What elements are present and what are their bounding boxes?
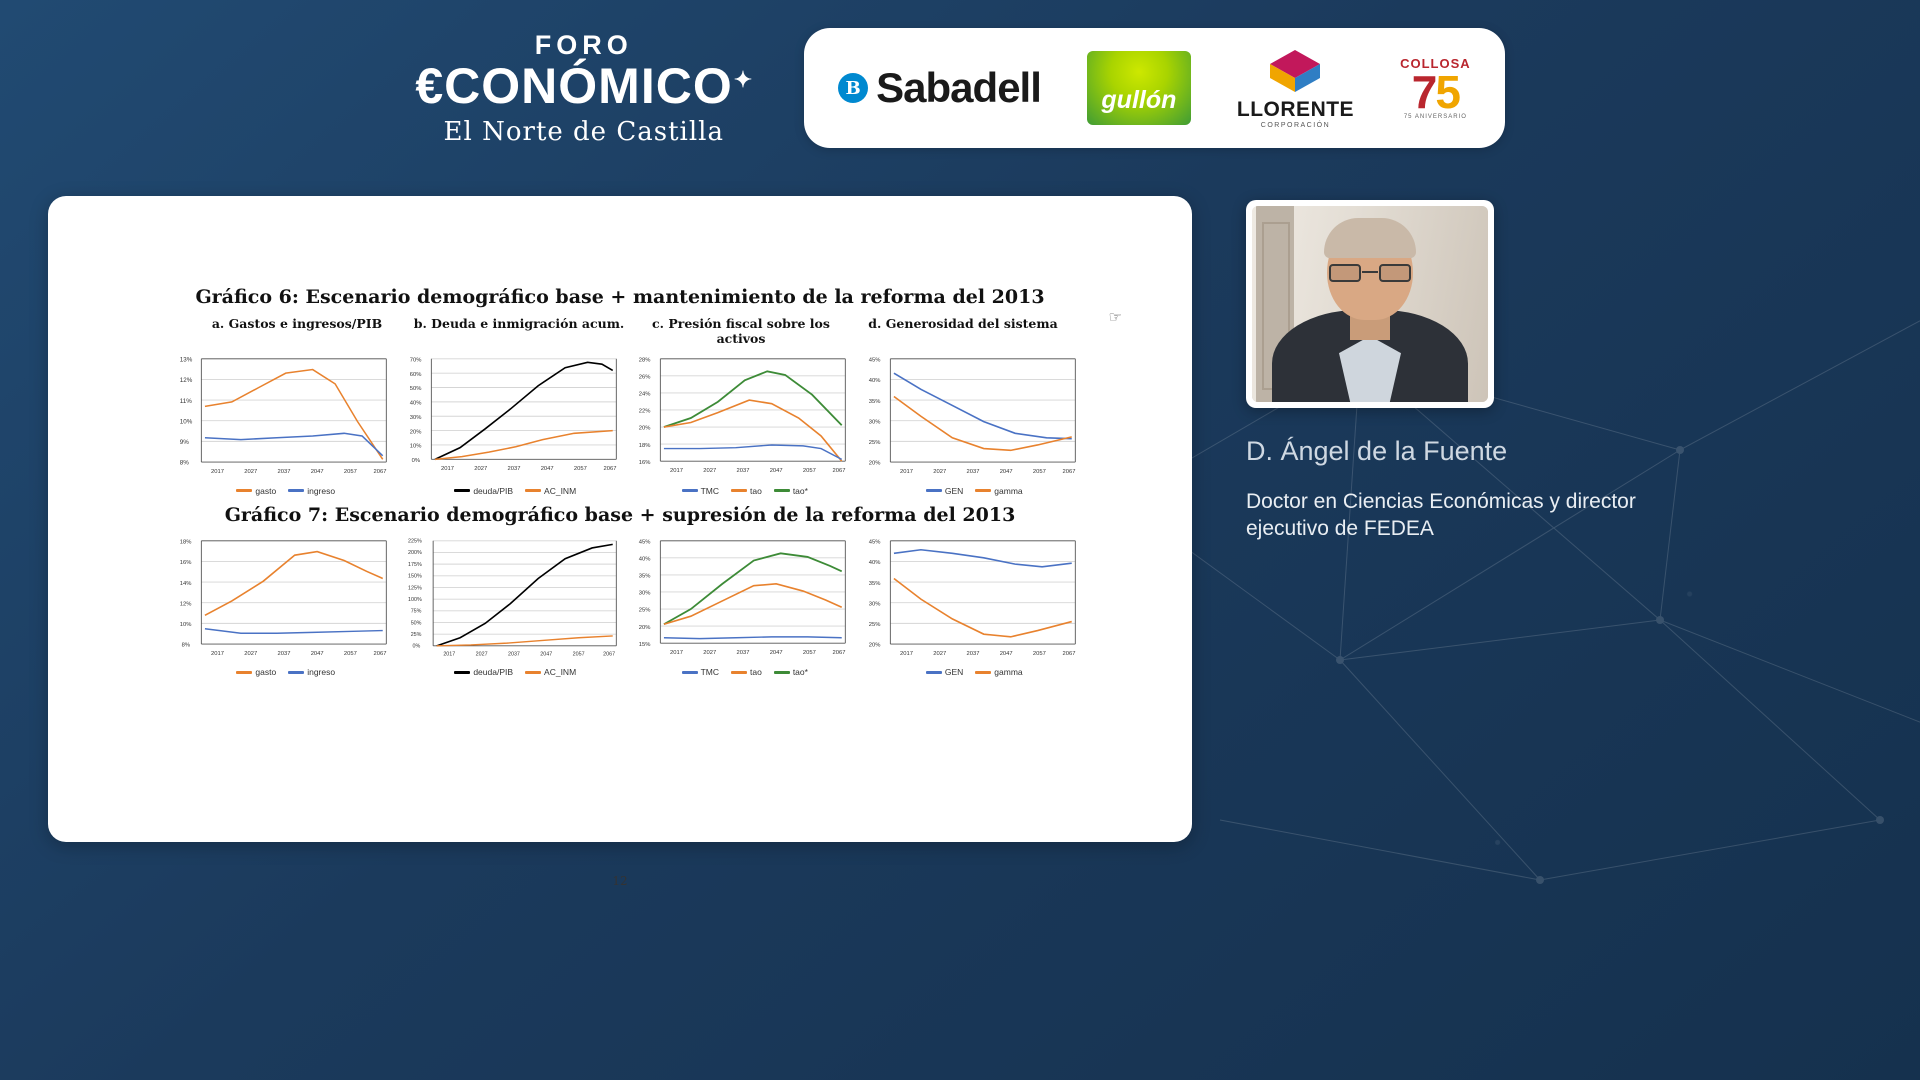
panel-title-b1: b. Deuda e inmigración acum. (413, 316, 625, 331)
gullon-label: gullón (1101, 86, 1177, 114)
svg-text:15%: 15% (638, 641, 651, 648)
speaker-role: Doctor en Ciencias Económicas y director ejecutivo de FEDEA (1246, 490, 1636, 541)
legend-item (926, 667, 963, 677)
legend-item (975, 486, 1022, 496)
glasses-icon (1329, 264, 1411, 284)
svg-text:75%: 75% (410, 608, 421, 615)
sponsor-bar (804, 28, 1504, 148)
svg-text:8%: 8% (179, 459, 189, 467)
legend-item (682, 667, 719, 677)
legend-item (731, 486, 762, 496)
svg-text:2047: 2047 (769, 467, 783, 474)
svg-text:2057: 2057 (343, 650, 357, 657)
collosa-digit-7: 7 (1411, 65, 1436, 118)
llorente-sublabel: CORPORACIÓN (1260, 121, 1331, 129)
svg-text:20%: 20% (638, 425, 651, 432)
svg-text:40%: 40% (409, 400, 421, 407)
svg-text:30%: 30% (638, 590, 651, 597)
svg-text:2047: 2047 (540, 466, 554, 473)
svg-text:0%: 0% (411, 458, 420, 465)
svg-text:2037: 2037 (736, 467, 750, 474)
svg-text:200%: 200% (407, 549, 422, 556)
chart-g6-c-plot (637, 348, 853, 483)
foro-logo-line2 (415, 57, 754, 114)
svg-text:24%: 24% (638, 391, 651, 398)
collosa-digit-5: 5 (1435, 65, 1459, 118)
legend-label: TMC (700, 485, 719, 496)
svg-text:2037: 2037 (507, 651, 520, 658)
legend-label: GEN (944, 485, 964, 496)
legend-label: deuda/PIB (473, 485, 514, 496)
chart-g6-c-legend (637, 486, 853, 496)
svg-text:28%: 28% (638, 357, 651, 364)
svg-text:2067: 2067 (1062, 468, 1076, 475)
legend-label: gasto (255, 667, 277, 678)
svg-text:2047: 2047 (999, 468, 1013, 475)
svg-text:12%: 12% (179, 601, 192, 608)
svg-text:30%: 30% (868, 419, 880, 426)
chart-g7-d-legend (867, 667, 1083, 677)
legend-label: ingreso (307, 667, 336, 678)
svg-text:2037: 2037 (277, 650, 291, 657)
legend-item (926, 486, 963, 496)
svg-text:10%: 10% (179, 418, 193, 426)
svg-text:2027: 2027 (473, 466, 487, 473)
header-logos (0, 28, 1920, 148)
svg-text:2057: 2057 (572, 651, 585, 658)
svg-text:2037: 2037 (277, 468, 291, 475)
svg-text:2017: 2017 (211, 468, 224, 475)
svg-text:20%: 20% (868, 642, 880, 649)
svg-text:150%: 150% (407, 573, 422, 580)
chart-g6-d-plot (867, 348, 1083, 483)
charts-row-grafico-7 (66, 530, 1174, 678)
svg-text:50%: 50% (410, 619, 421, 626)
legend-item (454, 486, 513, 496)
svg-text:8%: 8% (181, 642, 191, 649)
svg-text:35%: 35% (868, 398, 880, 405)
svg-text:35%: 35% (868, 580, 880, 587)
svg-text:25%: 25% (638, 607, 651, 614)
sponsor-sabadell (838, 64, 1041, 112)
svg-text:30%: 30% (409, 414, 421, 421)
sponsor-collosa (1400, 56, 1471, 121)
chart-g6-a-plot (178, 348, 394, 483)
svg-text:2017: 2017 (211, 650, 224, 657)
chart-g7-b-legend (408, 667, 624, 677)
svg-text:2057: 2057 (343, 468, 357, 475)
svg-text:2067: 2067 (373, 468, 387, 475)
svg-text:2067: 2067 (373, 650, 387, 657)
svg-text:2067: 2067 (832, 467, 846, 474)
svg-text:20%: 20% (868, 460, 880, 467)
foro-logo-line3: El Norte de Castilla (443, 116, 724, 147)
svg-text:25%: 25% (868, 440, 880, 447)
hand-cursor-icon: ☞ (1108, 309, 1122, 326)
legend-label: ingreso (307, 485, 336, 496)
svg-text:2027: 2027 (244, 468, 258, 475)
svg-text:22%: 22% (638, 408, 651, 415)
chart-g7-b (408, 530, 624, 678)
svg-text:9%: 9% (179, 439, 189, 447)
svg-text:2057: 2057 (1032, 650, 1046, 657)
svg-text:45%: 45% (868, 539, 880, 546)
chart-g7-b-plot (408, 530, 624, 665)
legend-label: AC_INM (544, 485, 577, 496)
legend-item (236, 486, 276, 496)
svg-text:2067: 2067 (602, 651, 615, 658)
svg-text:40%: 40% (638, 556, 651, 563)
chart-g6-c (637, 348, 853, 496)
svg-text:20%: 20% (638, 624, 651, 631)
legend-item (288, 486, 335, 496)
svg-text:2057: 2057 (573, 466, 587, 473)
svg-text:2027: 2027 (932, 650, 946, 657)
chart-g6-b-plot (408, 348, 624, 483)
sabadell-label: Sabadell (876, 64, 1041, 111)
legend-item (236, 667, 276, 677)
chart-g6-b (408, 348, 624, 496)
chart-g6-a (178, 348, 394, 496)
chart-g7-c-legend (637, 667, 853, 677)
svg-text:2027: 2027 (703, 467, 717, 474)
chart-g6-a-legend (178, 486, 394, 496)
svg-text:2017: 2017 (442, 651, 455, 658)
legend-label: tao* (792, 485, 808, 496)
svg-text:2067: 2067 (832, 649, 846, 656)
svg-text:30%: 30% (868, 601, 880, 608)
legend-label: gasto (255, 485, 277, 496)
svg-text:14%: 14% (179, 580, 192, 587)
chart-g7-d (867, 530, 1083, 678)
speaker-video-tile[interactable] (1246, 200, 1494, 408)
svg-text:35%: 35% (638, 573, 651, 580)
foro-logo-line2-text: €CONÓMICO (415, 57, 733, 114)
slide-page-number: 12 (612, 874, 628, 888)
chart-g7-a (178, 530, 394, 678)
svg-text:2037: 2037 (736, 649, 750, 656)
svg-text:2027: 2027 (932, 468, 946, 475)
svg-text:2067: 2067 (603, 466, 617, 473)
svg-text:225%: 225% (407, 538, 422, 545)
legend-item (288, 667, 335, 677)
legend-label: TMC (700, 667, 719, 678)
chart-g7-a-plot (178, 530, 394, 665)
svg-text:2047: 2047 (310, 650, 324, 657)
svg-text:100%: 100% (407, 596, 422, 603)
svg-text:2037: 2037 (506, 466, 520, 473)
star-icon: ✦ (733, 66, 754, 92)
svg-text:70%: 70% (409, 357, 421, 364)
panel-title-d1: d. Generosidad del sistema (868, 316, 1058, 331)
legend-label: deuda/PIB (473, 667, 514, 678)
panel-titles-row-1 (66, 316, 1174, 346)
svg-text:10%: 10% (409, 443, 421, 450)
legend-item (682, 486, 719, 496)
legend-item (774, 486, 808, 496)
chart-g6-d-legend (867, 486, 1083, 496)
sabadell-badge-icon: B (838, 73, 868, 103)
svg-text:25%: 25% (868, 621, 880, 628)
svg-text:2057: 2057 (1032, 468, 1046, 475)
legend-item (975, 667, 1022, 677)
svg-text:45%: 45% (868, 357, 880, 364)
chart-g6-b-legend (408, 486, 624, 496)
svg-text:2017: 2017 (899, 468, 913, 475)
legend-label: GEN (944, 667, 964, 678)
svg-text:2047: 2047 (539, 651, 552, 658)
svg-text:2057: 2057 (802, 467, 816, 474)
panel-title-c1: c. Presión fiscal sobre los activos (652, 316, 830, 346)
slide-title-grafico-7: Gráfico 7: Escenario demográfico base + supresión de la reforma del 2013 (224, 503, 1016, 526)
speaker-name: D. Ángel de la Fuente (1246, 436, 1508, 466)
svg-text:40%: 40% (868, 559, 880, 566)
sponsor-gullon (1087, 51, 1191, 125)
svg-text:45%: 45% (638, 539, 651, 546)
collosa-sublabel: 75 ANIVERSARIO (1403, 114, 1467, 121)
legend-item (731, 667, 762, 677)
svg-text:25%: 25% (410, 631, 421, 638)
svg-text:13%: 13% (179, 356, 193, 364)
svg-text:2017: 2017 (899, 650, 913, 657)
svg-text:2047: 2047 (310, 468, 324, 475)
svg-text:2027: 2027 (244, 650, 258, 657)
presentation-slide[interactable] (48, 196, 1192, 888)
svg-text:2017: 2017 (670, 649, 683, 656)
svg-text:26%: 26% (638, 374, 651, 381)
chart-g7-a-legend (178, 667, 394, 677)
svg-text:18%: 18% (179, 539, 192, 546)
legend-label: gamma (994, 667, 1023, 678)
llorente-mark-icon (1237, 48, 1354, 94)
panel-title-a1: a. Gastos e ingresos/PIB (211, 316, 383, 331)
svg-text:2057: 2057 (802, 649, 816, 656)
svg-text:2027: 2027 (475, 651, 488, 658)
legend-label: gamma (994, 485, 1023, 496)
legend-label: tao (749, 485, 762, 496)
svg-text:2037: 2037 (965, 468, 979, 475)
svg-text:2047: 2047 (999, 650, 1013, 657)
chart-g6-d (867, 348, 1083, 496)
legend-label: tao* (792, 667, 808, 678)
legend-label: AC_INM (544, 667, 577, 678)
chart-g7-d-plot (867, 530, 1083, 665)
charts-row-grafico-6 (66, 348, 1174, 496)
svg-text:2027: 2027 (703, 649, 717, 656)
svg-text:50%: 50% (409, 386, 421, 393)
svg-text:11%: 11% (179, 397, 192, 405)
svg-text:2047: 2047 (769, 649, 783, 656)
svg-text:18%: 18% (638, 442, 651, 449)
legend-item (774, 667, 808, 677)
svg-text:40%: 40% (868, 378, 880, 385)
svg-text:16%: 16% (638, 459, 651, 466)
foro-economico-logo (415, 29, 754, 147)
foro-logo-line1: FORO (534, 29, 633, 60)
slide-title-grafico-6: Gráfico 6: Escenario demográfico base + mantenimiento de la reforma del 2013 (195, 286, 1045, 308)
svg-text:0%: 0% (411, 643, 420, 650)
svg-text:175%: 175% (407, 561, 422, 568)
legend-item (525, 667, 576, 677)
svg-text:125%: 125% (407, 584, 422, 591)
legend-label: tao (749, 667, 762, 678)
chart-g7-c (637, 530, 853, 678)
legend-item (454, 667, 513, 677)
collosa-label: COLLOSA (1400, 55, 1471, 71)
svg-text:60%: 60% (409, 371, 421, 378)
svg-text:2017: 2017 (440, 466, 454, 473)
svg-text:2067: 2067 (1062, 650, 1076, 657)
svg-text:20%: 20% (409, 429, 421, 436)
svg-text:2017: 2017 (670, 467, 683, 474)
svg-text:10%: 10% (179, 621, 192, 628)
chart-g7-c-plot (637, 530, 853, 665)
sponsor-llorente (1237, 48, 1354, 129)
legend-item (525, 486, 576, 496)
llorente-label: LLORENTE (1236, 97, 1355, 121)
speaker-video-feed (1252, 206, 1488, 402)
svg-text:2037: 2037 (965, 650, 979, 657)
svg-text:16%: 16% (179, 559, 192, 566)
svg-text:12%: 12% (179, 377, 193, 385)
